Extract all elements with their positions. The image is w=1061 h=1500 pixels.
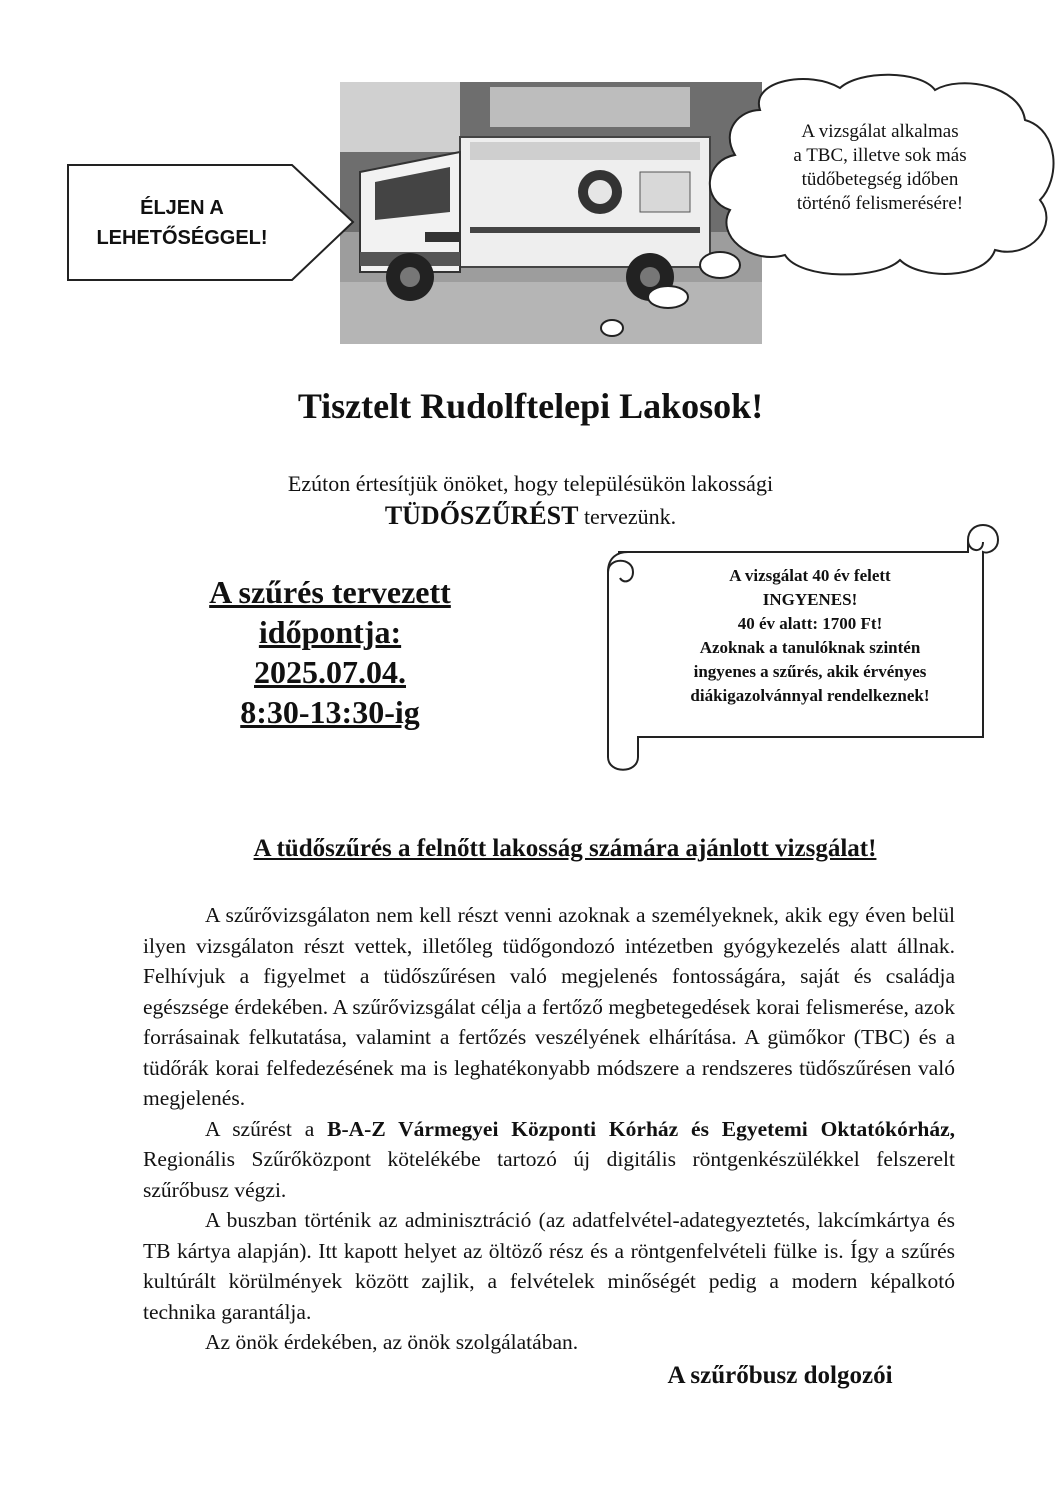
schedule-line-1: A szűrés tervezett [209,574,451,610]
body-p2-end: Regionális Szűrőközpont kötelékébe tartozó új digitális röntgenkészülékkel felszerelt szűrőbusz végzi. [143,1147,955,1202]
callout-line-2: LEHETŐSÉGGEL! [96,227,268,249]
cloud-text [760,120,1000,216]
schedule-time: 8:30-13:30-ig [240,694,420,730]
page-title: Tisztelt Rudolftelepi Lakosok! [297,386,764,426]
price-info [640,564,980,708]
price-line-6: diákigazolvánnyal rendelkeznek! [690,686,930,705]
section-heading: A tüdőszűrés a felnőtt lakosság számára ajánlott vizsgálat! [253,835,877,862]
body-text [143,900,955,1358]
signature: A szűrőbusz dolgozói [667,1362,893,1389]
schedule-line-2: időpontja: [258,614,402,650]
callout-line-1: ÉLJEN A [140,197,224,219]
cloud-line-4: történő felismerésére! [796,193,964,214]
price-line-2: INGYENES! [762,590,858,609]
body-p2-start: A szűrést a [205,1116,328,1141]
intro-rest: tervezünk. [578,504,677,529]
cloud-line-3: tüdőbetegség időben [801,169,959,190]
cloud-line-1: A vizsgálat alkalmas [801,121,959,142]
price-line-3: 40 év alatt: 1700 Ft! [737,614,883,633]
intro-line-1: Ezúton értesítjük önöket, hogy településükön lakossági [287,471,774,496]
body-paragraph-3: A buszban történik az adminisztráció (az adatfelvétel-adategyeztetés, lakcímkártya és TB kártya alapján). Itt kapott helyet az öltöző rész és a röntgenfelvételi fülke is. Így a szűrés kultúrált körülmények között zajlik, a felvételek minőségét pedig a modern képalkotó technika garantálja. [143,1208,955,1324]
schedule-block [190,572,470,732]
hospital-name: B-A-Z Vármegyei Központi Kórház és Egyetemi Oktatókórház, [327,1116,955,1141]
price-line-5: ingyenes a szűrés, akik érvényes [693,662,927,681]
callout-text [72,193,292,253]
price-line-1: A vizsgálat 40 év felett [729,566,891,585]
body-paragraph-1: A szűrővizsgálaton nem kell részt venni azoknak a személyeknek, akik egy éven belül ilyen vizsgálaton részt vettek, illetőleg tüdőgondozó intézetben gyógykezelés alatt állnak. Felhívjuk a figyelmet a tüdőszűrésen való megjelenés fontosságára, saját és családja egészsége érdekében. A szűrővizsgálat célja a fertőző megbetegedések korai felismerése, azok forrásainak felkutatása, valamint a fertőzés veszélyének elhárítása. A gümőkor (TBC) és a tüdőrák korai felfedezésének ma is leghatékonyabb módszere a rendszeres tüdőszűrésen való megjelenés. [143,903,955,1110]
body-paragraph-2 [143,1114,955,1206]
body-paragraph-4: Az önök érdekében, az önök szolgálatában. [205,1330,579,1354]
schedule-date: 2025.07.04. [254,654,406,690]
intro-bold-word: TÜDŐSZŰRÉST [384,501,579,530]
price-line-4: Azoknak a tanulóknak szintén [699,638,921,657]
cloud-line-2: a TBC, illetve sok más [793,145,967,166]
